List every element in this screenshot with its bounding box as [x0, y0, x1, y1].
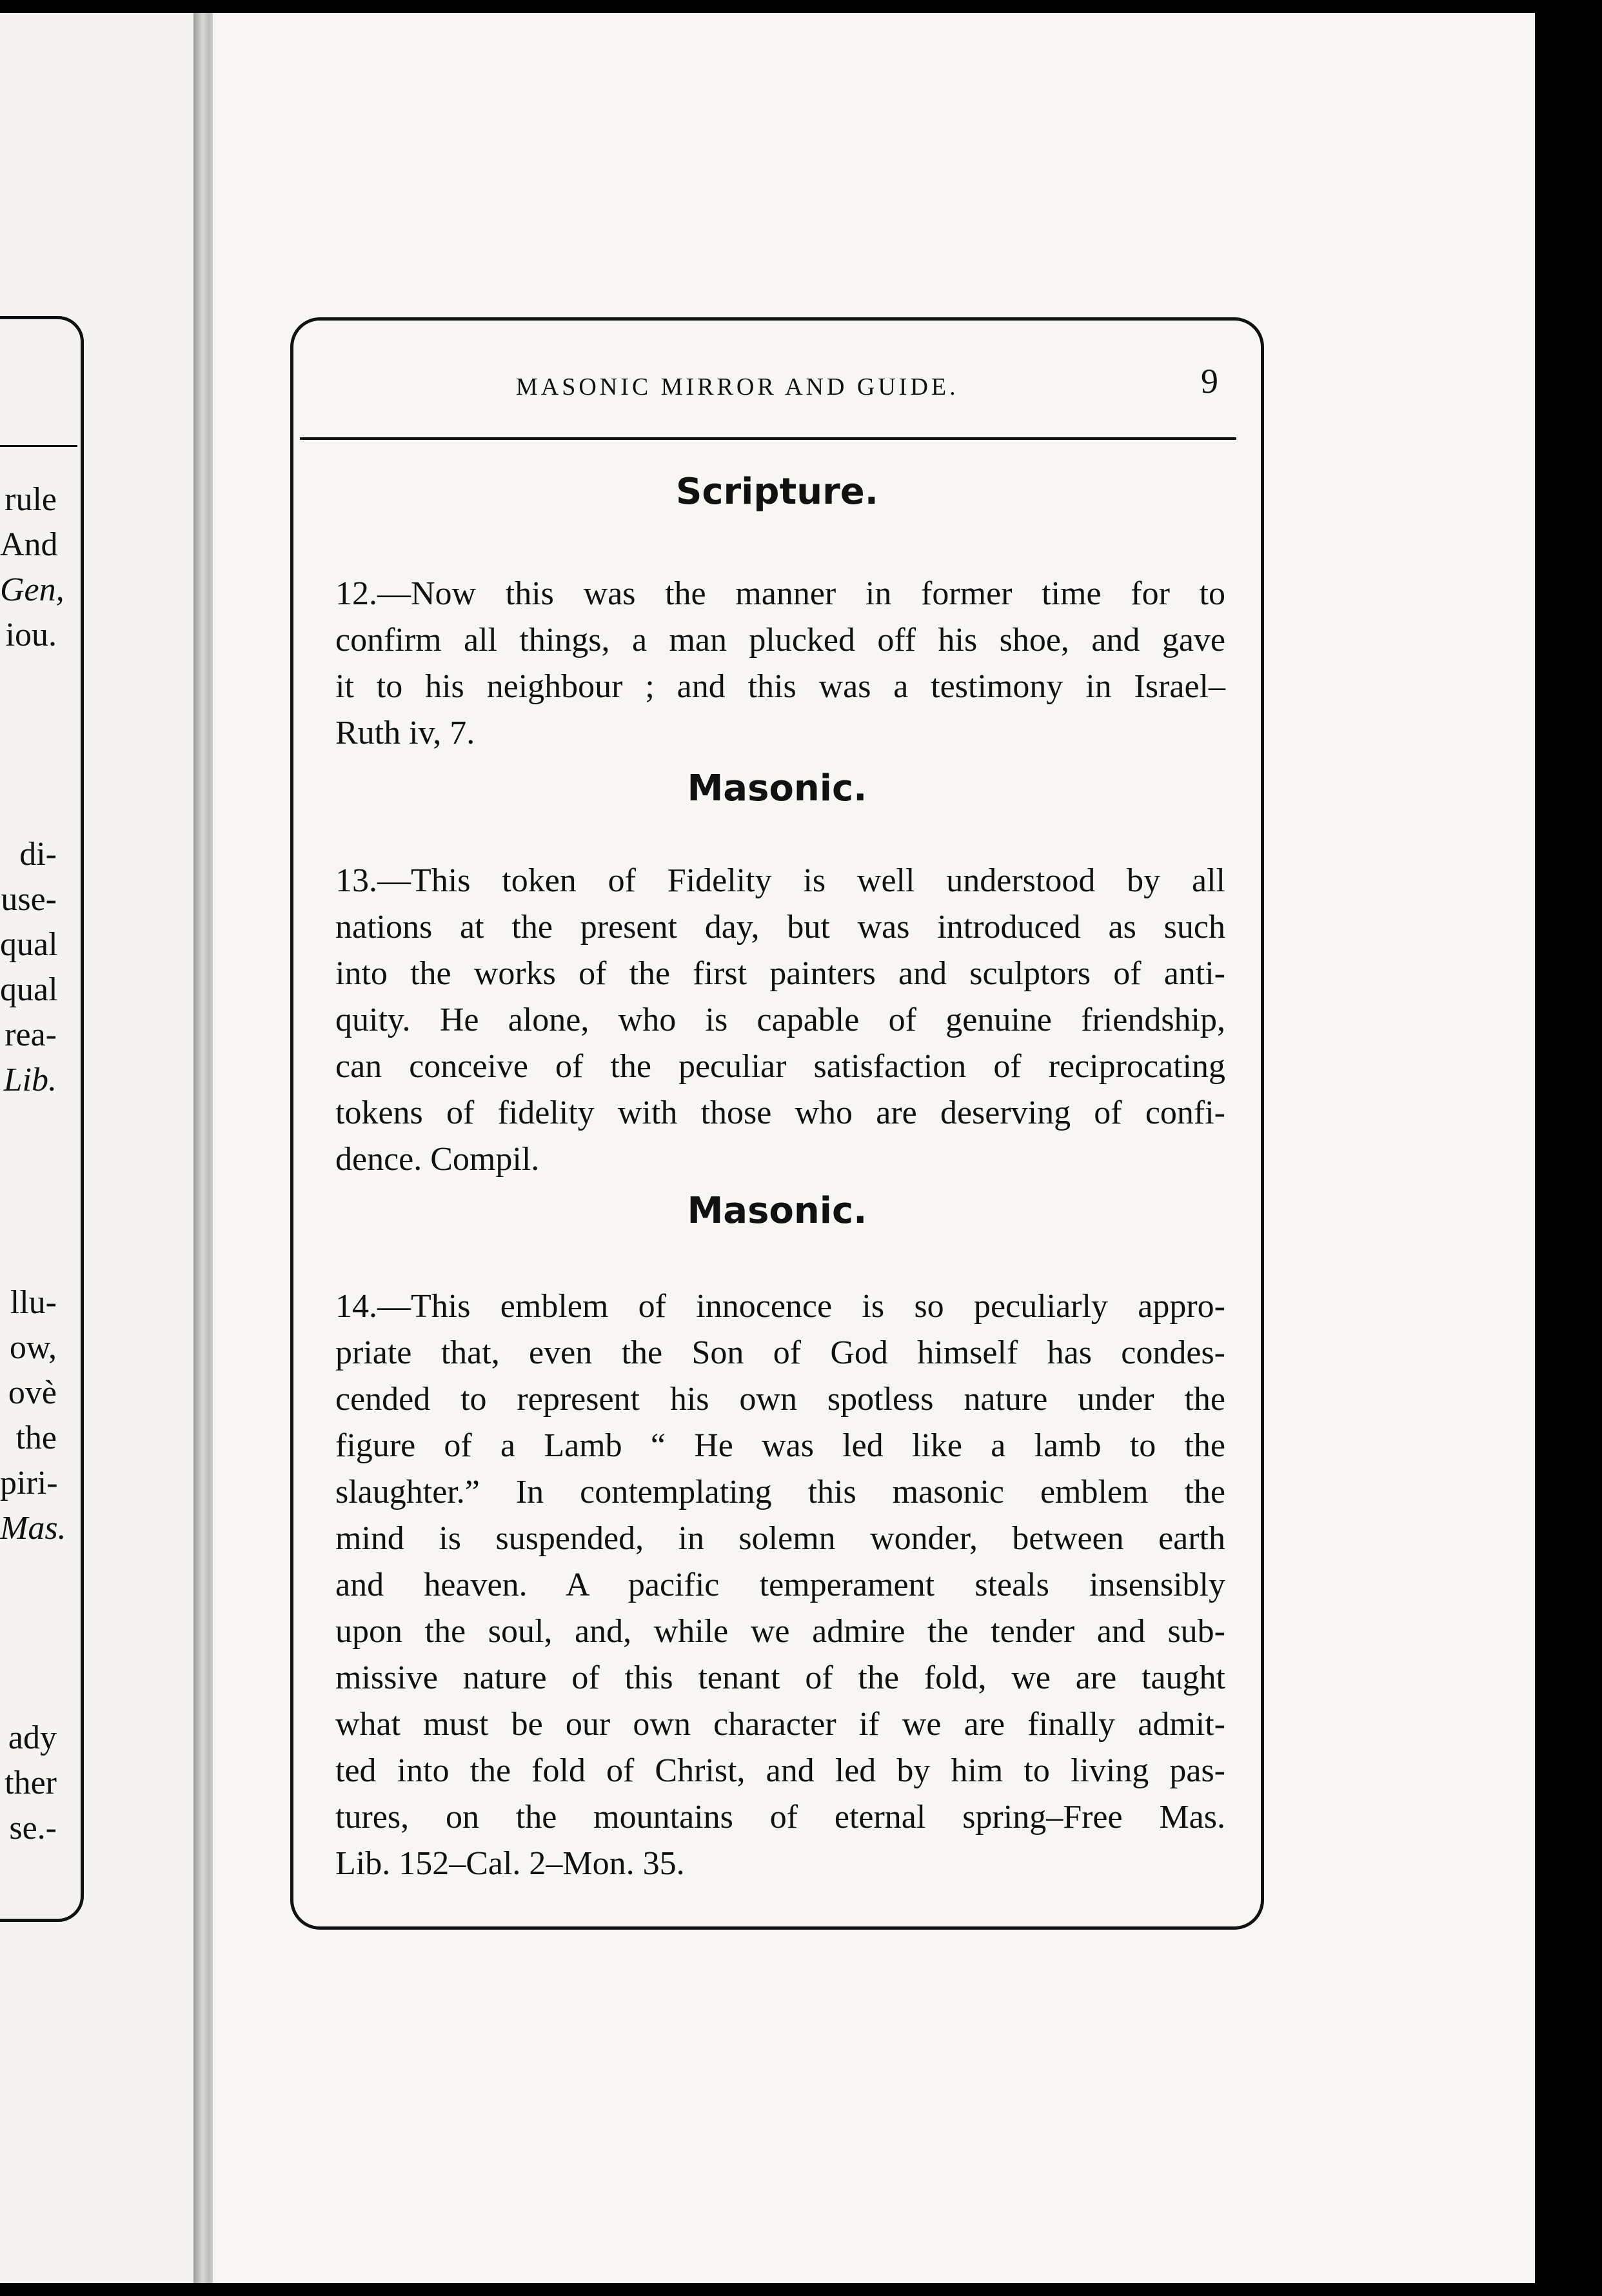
paragraph-line: priate that, even the Son of God himself has condes-: [335, 1334, 1225, 1371]
paragraph-line: into the works of the first painters and sculptors of anti-: [335, 955, 1225, 992]
paragraph-line: 14.—This emblem of innocence is so peculiarly appro-: [335, 1288, 1225, 1325]
scan-edge: [1535, 0, 1602, 2296]
left-page-fragment: ow,: [9, 1329, 57, 1366]
paragraph-line: upon the soul, and, while we admire the tender and sub-: [335, 1613, 1225, 1650]
left-page-fragment: qual: [0, 926, 58, 963]
paragraph-line: ted into the fold of Christ, and led by him to living pas-: [335, 1752, 1225, 1789]
left-page-fragment: se.-: [9, 1810, 57, 1846]
paragraph-line: quity. He alone, who is capable of genuine friendship,: [335, 1002, 1225, 1038]
paragraph-14: [335, 1283, 1225, 1887]
header-rule: [300, 437, 1236, 440]
paragraph-line: tures, on the mountains of eternal spring–Free Mas.: [335, 1799, 1225, 1836]
paragraph-line: slaughter.” In contemplating this masonic emblem the: [335, 1474, 1225, 1510]
paragraph-line: mind is suspended, in solemn wonder, between earth: [335, 1520, 1225, 1557]
left-page-fragment: ther: [5, 1765, 57, 1801]
paragraph-line: 12.—Now this was the manner in former time for to: [335, 575, 1225, 612]
left-page-fragment: piri-: [0, 1465, 58, 1501]
page-number: 9: [1201, 362, 1218, 401]
section-title-masonic-2: Masonic.: [687, 1190, 867, 1232]
running-head: MASONIC MIRROR AND GUIDE.: [516, 373, 959, 401]
left-page-fragment: Gen,: [0, 571, 64, 608]
paragraph-line: figure of a Lamb “ He was led like a lamb to the: [335, 1427, 1225, 1464]
left-page-fragment: the: [15, 1420, 57, 1456]
paragraph-13: [335, 858, 1225, 1183]
left-page-fragment: rule: [5, 481, 57, 518]
paragraph-line: nations at the present day, but was introduced as such: [335, 909, 1225, 945]
left-page-fragment: llu-: [10, 1284, 57, 1321]
left-page-rule: [0, 445, 77, 447]
left-page-fragment: And: [0, 526, 58, 563]
paragraph-line: it to his neighbour ; and this was a testimony in Israel–: [335, 668, 1225, 705]
paragraph-line: 13.—This token of Fidelity is well understood by all: [335, 862, 1225, 899]
paragraph-line: can conceive of the peculiar satisfaction of reciprocating: [335, 1048, 1225, 1085]
paragraph-line: cended to represent his own spotless nature under the: [335, 1381, 1225, 1418]
left-page-fragment: Mas.: [0, 1510, 66, 1547]
paragraph-line: missive nature of this tenant of the fold, we are taught: [335, 1659, 1225, 1696]
paragraph-line: dence. Compil.: [335, 1141, 540, 1178]
section-title-scripture: Scripture.: [676, 471, 878, 513]
left-page-fragment: Lib.: [3, 1062, 57, 1098]
paragraph-12: [335, 571, 1225, 757]
section-title-masonic-1: Masonic.: [687, 767, 867, 809]
left-page-fragment: rea-: [5, 1016, 57, 1053]
left-page-fragment: use-: [1, 881, 57, 918]
paragraph-line: and heaven. A pacific temperament steals insensibly: [335, 1567, 1225, 1603]
left-page-fragment: di-: [19, 836, 57, 873]
paragraph-line: Lib. 152–Cal. 2–Mon. 35.: [335, 1845, 685, 1882]
left-page-fragment: ovè: [8, 1374, 57, 1411]
left-page-fragment: iou.: [5, 617, 57, 653]
left-page-fragment: ady: [8, 1719, 57, 1756]
paragraph-line: what must be our own character if we are finally admit-: [335, 1706, 1225, 1743]
paragraph-line: Ruth iv, 7.: [335, 715, 475, 751]
paragraph-line: confirm all things, a man plucked off his shoe, and gave: [335, 622, 1225, 658]
left-page-fragment: qual: [0, 971, 58, 1008]
paragraph-line: tokens of fidelity with those who are deserving of confi-: [335, 1094, 1225, 1131]
